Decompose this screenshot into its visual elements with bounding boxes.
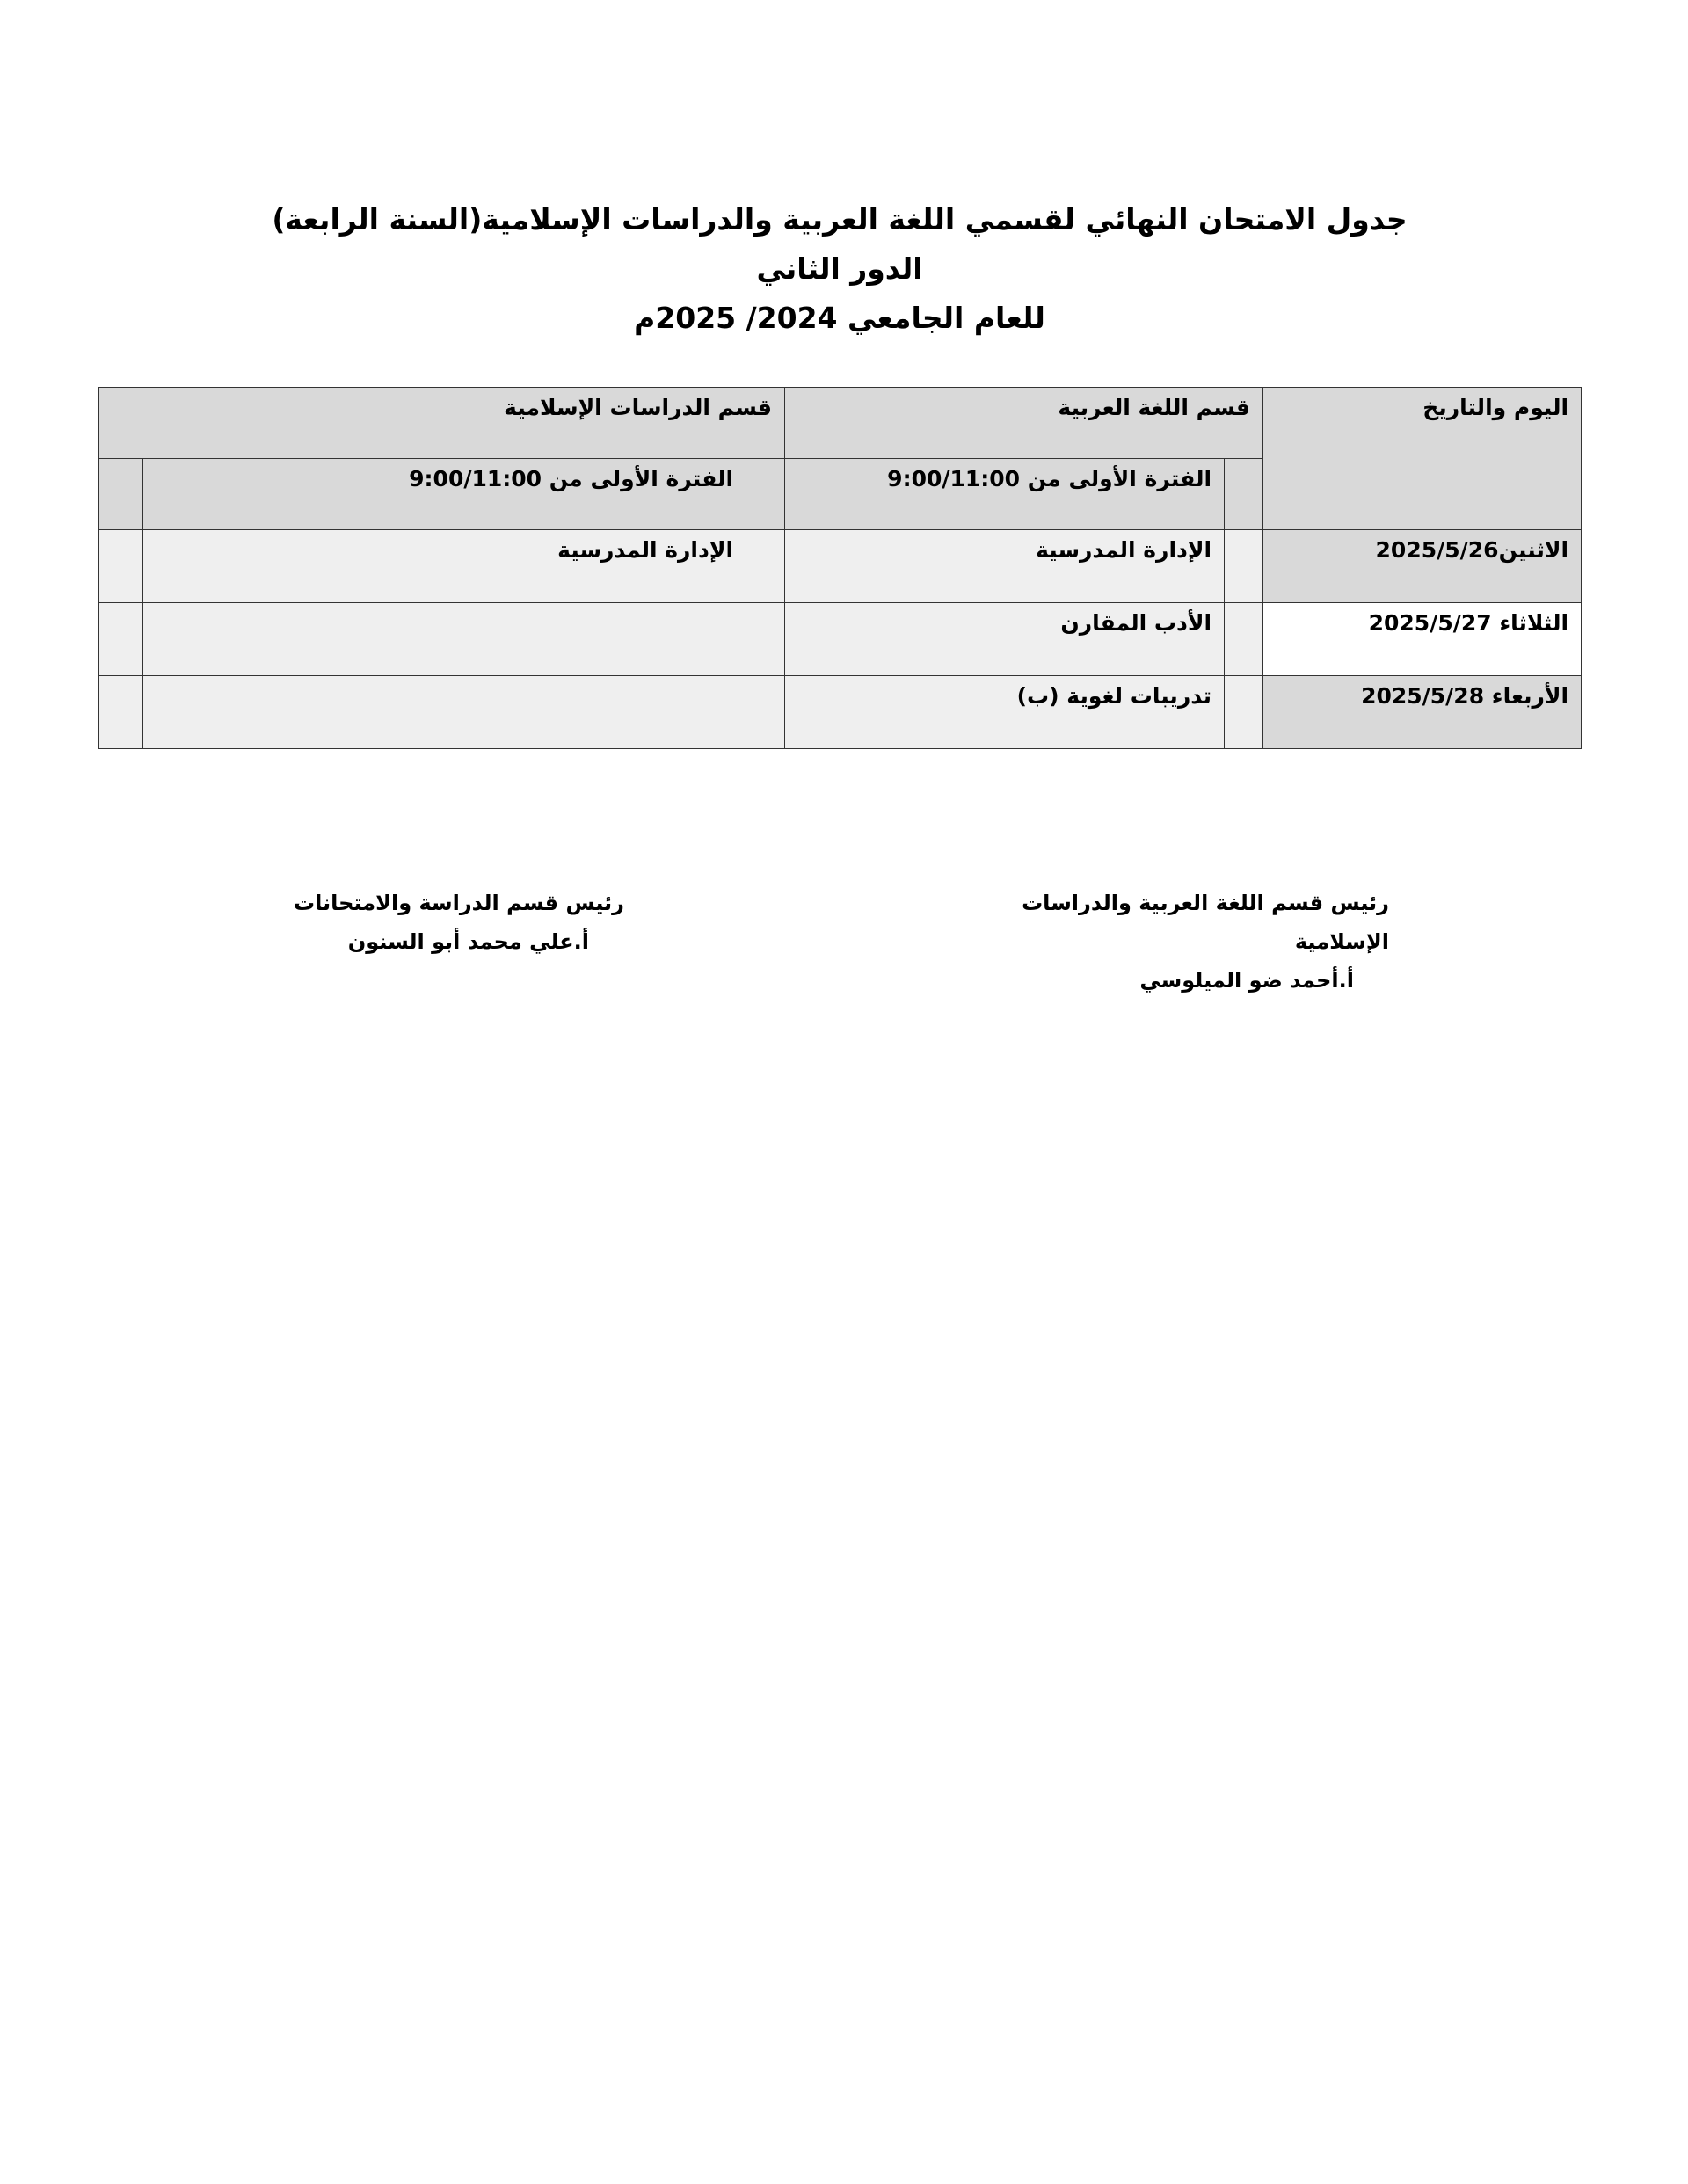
row-arabic-subject: الأدب المقارن <box>785 603 1225 676</box>
signature-exams-head <box>290 884 624 961</box>
row-spacer <box>1225 676 1263 749</box>
header-day-date: اليوم والتاريخ <box>1263 388 1582 530</box>
row-extra <box>99 676 143 749</box>
table-row <box>99 603 1582 676</box>
header-row-departments <box>99 388 1582 459</box>
row-spacer <box>746 676 785 749</box>
header-arabic-dept: قسم اللغة العربية <box>785 388 1263 459</box>
signature-name: أ.علي محمد أبو السنون <box>347 929 589 954</box>
row-spacer <box>746 603 785 676</box>
header-islamic-dept: قسم الدراسات الإسلامية <box>99 388 785 459</box>
page-title <box>264 195 1415 343</box>
row-spacer <box>746 530 785 603</box>
row-islamic-subject: الإدارة المدرسية <box>143 530 746 603</box>
period-islamic-spacer <box>746 459 785 530</box>
row-date: الاثنين2025/5/26 <box>1263 530 1582 603</box>
row-arabic-subject: الإدارة المدرسية <box>785 530 1225 603</box>
signature-title: رئيس قسم اللغة العربية والدراسات الإسلامية <box>1022 891 1389 954</box>
signature-arabic-head <box>932 884 1389 1000</box>
signature-title: رئيس قسم الدراسة والامتحانات <box>294 891 624 915</box>
period-arabic-spacer <box>1225 459 1263 530</box>
row-islamic-subject <box>143 676 746 749</box>
row-islamic-subject <box>143 603 746 676</box>
period-islamic: الفترة الأولى من 9:00/11:00 <box>143 459 746 530</box>
exam-schedule-table <box>98 387 1582 749</box>
title-line-2: للعام الجامعي 2024/ 2025م <box>634 301 1045 335</box>
table-row <box>99 676 1582 749</box>
signature-name: أ.أحمد ضو الميلوسي <box>1139 968 1354 993</box>
row-date: الثلاثاء 2025/5/27 <box>1263 603 1582 676</box>
period-islamic-extra <box>99 459 143 530</box>
row-spacer <box>1225 603 1263 676</box>
row-extra <box>99 603 143 676</box>
row-arabic-subject: تدريبات لغوية (ب) <box>785 676 1225 749</box>
title-line-1: جدول الامتحان النهائي لقسمي اللغة العربية والدراسات الإسلامية(السنة الرابعة) الدور الثاني <box>272 202 1408 286</box>
period-arabic: الفترة الأولى من 9:00/11:00 <box>785 459 1225 530</box>
row-date: الأربعاء 2025/5/28 <box>1263 676 1582 749</box>
row-extra <box>99 530 143 603</box>
row-spacer <box>1225 530 1263 603</box>
table-row <box>99 530 1582 603</box>
